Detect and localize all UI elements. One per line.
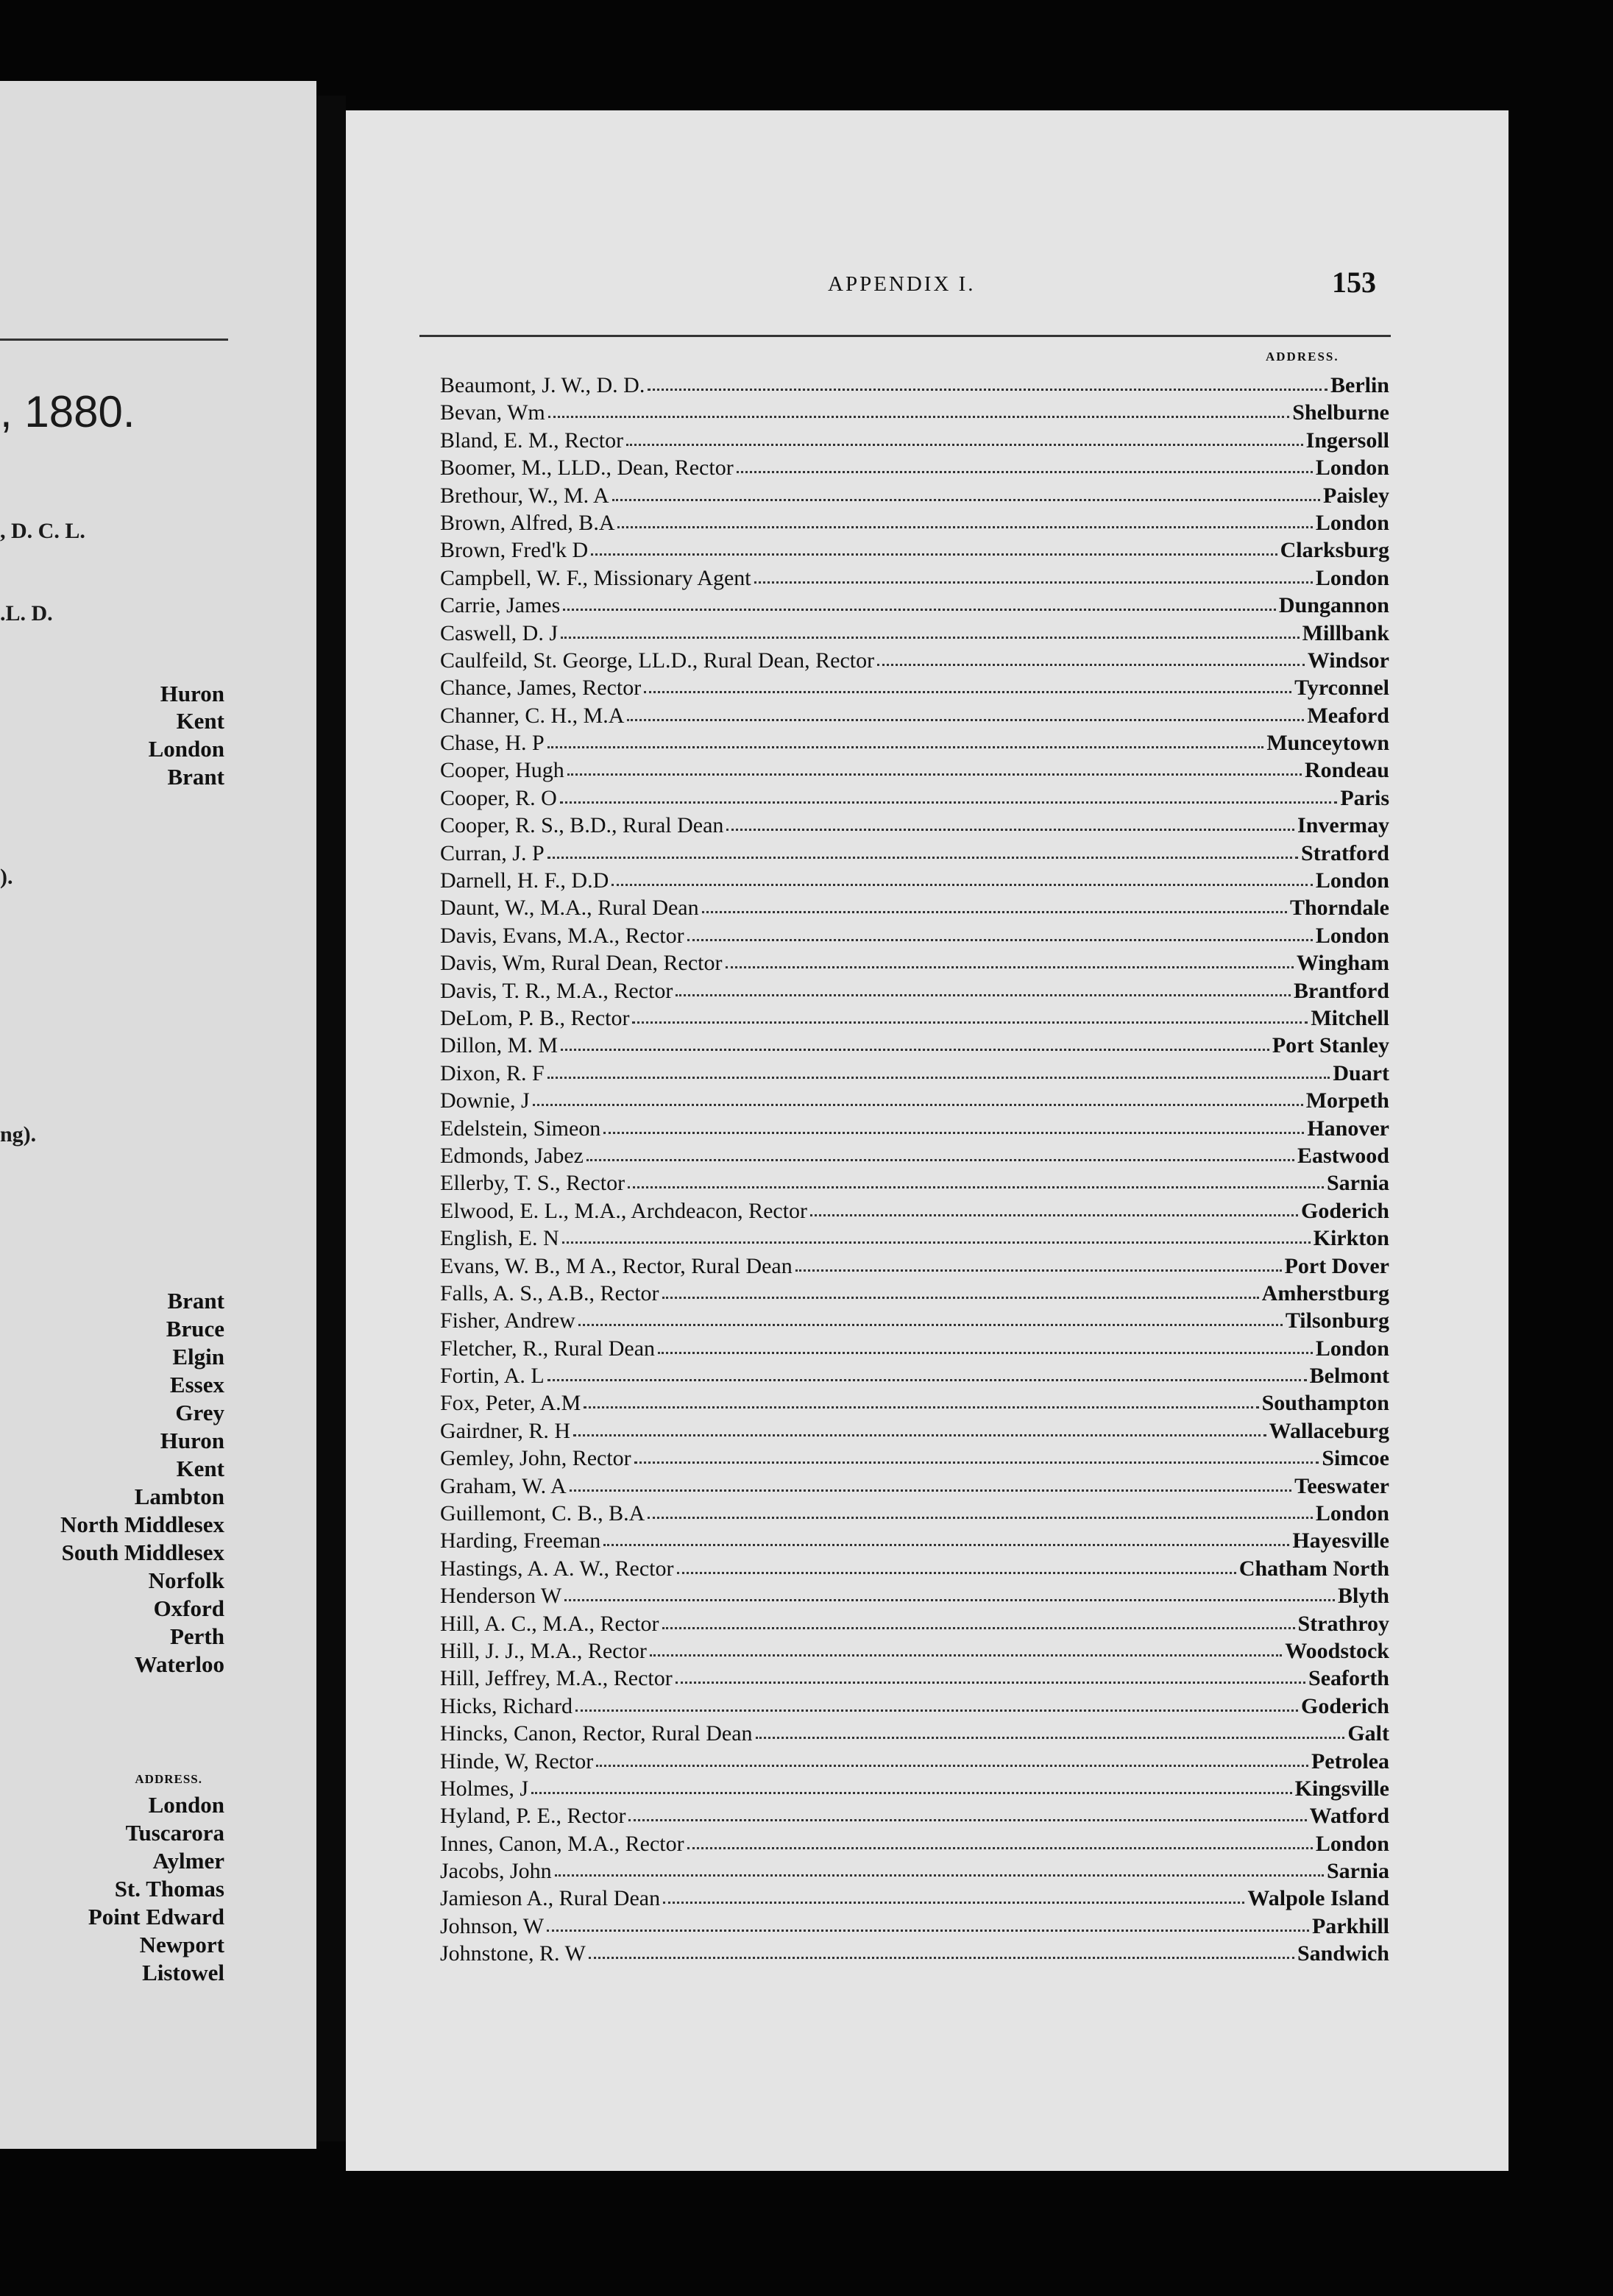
list-item bbox=[440, 1280, 1389, 1307]
entry-name: Brown, Alfred, B.A bbox=[440, 510, 615, 535]
entry-address: Teeswater bbox=[1294, 1473, 1389, 1498]
list-item bbox=[440, 949, 1389, 977]
list-item bbox=[440, 1252, 1389, 1280]
dot-leader bbox=[547, 1378, 1307, 1381]
left-list-a-item: Kent bbox=[176, 708, 224, 734]
dot-leader bbox=[632, 1021, 1308, 1024]
entry-name: Caulfeild, St. George, LL.D., Rural Dean, Rector bbox=[440, 648, 875, 673]
list-item bbox=[440, 1115, 1389, 1142]
dot-leader bbox=[737, 470, 1313, 473]
entry-name: Bland, E. M., Rector bbox=[440, 428, 624, 453]
entry-address: Seaforth bbox=[1308, 1666, 1389, 1691]
list-item bbox=[440, 482, 1389, 509]
list-item bbox=[440, 674, 1389, 701]
dot-leader bbox=[676, 1681, 1305, 1684]
list-item bbox=[440, 1473, 1389, 1500]
list-item bbox=[440, 536, 1389, 564]
entry-address: Belmont bbox=[1309, 1364, 1389, 1389]
entry-name: Brown, Fred'k D bbox=[440, 538, 589, 563]
dot-leader bbox=[662, 1296, 1259, 1299]
list-item bbox=[440, 757, 1389, 784]
left-list-b-item: Perth bbox=[169, 1623, 224, 1649]
list-item bbox=[440, 729, 1389, 757]
left-list-b-item: Lambton bbox=[134, 1484, 224, 1509]
entry-name: Harding, Freeman bbox=[440, 1528, 601, 1553]
list-item bbox=[440, 1389, 1389, 1417]
entry-name: Hill, Jeffrey, M.A., Rector bbox=[440, 1666, 673, 1691]
entry-address: Simcoe bbox=[1322, 1446, 1389, 1471]
left-mid-fragment-2: ng). bbox=[0, 1122, 37, 1147]
entry-address: London bbox=[1315, 1336, 1389, 1361]
dot-leader bbox=[795, 1269, 1282, 1272]
entry-name: Boomer, M., LLD., Dean, Rector bbox=[440, 456, 734, 481]
entry-address: Sarnia bbox=[1326, 1859, 1389, 1884]
dot-leader bbox=[561, 1048, 1269, 1051]
list-item bbox=[440, 1197, 1389, 1225]
entry-address: Hayesville bbox=[1292, 1528, 1389, 1553]
list-item bbox=[440, 1693, 1389, 1720]
list-item bbox=[440, 1060, 1389, 1087]
entry-address: Dungannon bbox=[1278, 593, 1389, 618]
entry-address: Munceytown bbox=[1266, 731, 1389, 756]
entry-address: Rondeau bbox=[1304, 758, 1389, 783]
left-address-heading: ADDRESS. bbox=[135, 1772, 202, 1786]
dot-leader bbox=[634, 1461, 1319, 1464]
entry-address: Berlin bbox=[1330, 373, 1389, 397]
entry-address: London bbox=[1315, 868, 1389, 893]
dot-leader bbox=[644, 690, 1291, 693]
entry-address: Sarnia bbox=[1326, 1171, 1389, 1196]
entry-address: Wingham bbox=[1296, 951, 1389, 976]
dot-leader bbox=[531, 1791, 1292, 1794]
entry-name: Darnell, H. F., D.D bbox=[440, 868, 609, 893]
left-list-c-item: Point Edward bbox=[88, 1904, 224, 1930]
address-column-heading: ADDRESS. bbox=[1266, 350, 1339, 364]
list-item bbox=[440, 1748, 1389, 1775]
right-page bbox=[346, 110, 1509, 2171]
list-item bbox=[440, 1857, 1389, 1885]
entry-name: Johnson, W bbox=[440, 1913, 545, 1938]
list-item bbox=[440, 1885, 1389, 1912]
left-list-c-item: Aylmer bbox=[152, 1848, 224, 1874]
entry-name: Innes, Canon, M.A., Rector bbox=[440, 1831, 684, 1856]
left-page bbox=[0, 81, 316, 2149]
dot-leader bbox=[548, 415, 1290, 418]
list-item bbox=[440, 922, 1389, 949]
dot-leader bbox=[726, 828, 1294, 831]
left-list-b-item: Norfolk bbox=[148, 1567, 224, 1593]
entry-address: Thorndale bbox=[1289, 896, 1389, 921]
entry-address: Invermay bbox=[1297, 813, 1389, 838]
entry-name: Chase, H. P bbox=[440, 731, 545, 756]
entry-address: Mitchell bbox=[1311, 1005, 1389, 1030]
page-number: 153 bbox=[1332, 266, 1376, 299]
list-item bbox=[440, 647, 1389, 674]
entry-name: Campbell, W. F., Missionary Agent bbox=[440, 565, 751, 590]
entry-address: Hanover bbox=[1307, 1116, 1389, 1141]
entry-name: Davis, T. R., M.A., Rector bbox=[440, 978, 673, 1003]
dot-leader bbox=[754, 581, 1313, 584]
book-gutter bbox=[316, 96, 346, 2141]
entry-name: Caswell, D. J bbox=[440, 620, 558, 645]
entry-address: Brantford bbox=[1294, 978, 1389, 1003]
list-item bbox=[440, 592, 1389, 619]
list-item bbox=[440, 1362, 1389, 1389]
entry-name: Hill, A. C., M.A., Rector bbox=[440, 1611, 659, 1636]
list-item bbox=[440, 702, 1389, 729]
dot-leader bbox=[575, 1709, 1298, 1712]
left-list-b-item: Oxford bbox=[153, 1595, 224, 1621]
dot-leader bbox=[627, 718, 1304, 721]
entry-name: Gemley, John, Rector bbox=[440, 1446, 631, 1471]
dot-leader bbox=[603, 1543, 1289, 1546]
entry-name: Guillemont, C. B., B.A bbox=[440, 1501, 645, 1526]
entry-name: Hinde, W, Rector bbox=[440, 1748, 594, 1774]
entry-name: Davis, Evans, M.A., Rector bbox=[440, 923, 684, 948]
running-title: APPENDIX I. bbox=[828, 272, 976, 296]
dot-leader bbox=[533, 1103, 1303, 1106]
dot-leader bbox=[687, 938, 1313, 941]
list-item bbox=[440, 1142, 1389, 1169]
dot-leader bbox=[810, 1213, 1298, 1216]
dot-leader bbox=[612, 498, 1320, 501]
dot-leader bbox=[563, 608, 1276, 611]
list-item bbox=[440, 1445, 1389, 1472]
dot-leader bbox=[547, 1076, 1330, 1079]
entry-address: Duart bbox=[1333, 1060, 1389, 1085]
left-list-c-item: Tuscarora bbox=[125, 1820, 224, 1846]
list-item bbox=[440, 372, 1389, 399]
list-item bbox=[440, 1527, 1389, 1554]
entry-address: Eastwood bbox=[1297, 1143, 1389, 1168]
dot-leader bbox=[676, 993, 1291, 996]
left-year-fragment: , 1880. bbox=[0, 387, 135, 436]
list-item bbox=[440, 812, 1389, 839]
list-item bbox=[440, 509, 1389, 536]
entry-address: Kirkton bbox=[1313, 1226, 1389, 1251]
entry-name: Jamieson A., Rural Dean bbox=[440, 1886, 661, 1911]
entry-address: Goderich bbox=[1301, 1693, 1389, 1718]
left-mid-fragment-1: ). bbox=[0, 865, 13, 889]
entry-name: Cooper, R. O bbox=[440, 785, 557, 810]
entry-name: Hincks, Canon, Rector, Rural Dean bbox=[440, 1721, 753, 1746]
entry-name: Gairdner, R. H bbox=[440, 1418, 571, 1443]
entry-name: Falls, A. S., A.B., Rector bbox=[440, 1280, 659, 1305]
dot-leader bbox=[663, 1901, 1244, 1904]
entry-name: Elwood, E. L., M.A., Archdeacon, Rector bbox=[440, 1198, 808, 1223]
dot-leader bbox=[658, 1351, 1313, 1354]
left-list-b-item: Brant bbox=[167, 1288, 224, 1314]
list-item bbox=[440, 1830, 1389, 1857]
dot-leader bbox=[561, 636, 1300, 639]
list-item bbox=[440, 620, 1389, 647]
entry-address: Port Stanley bbox=[1272, 1033, 1389, 1058]
entry-address: Parkhill bbox=[1311, 1913, 1389, 1938]
entry-address: Ingersoll bbox=[1305, 428, 1389, 453]
list-item bbox=[440, 1802, 1389, 1829]
left-list-b-item: Bruce bbox=[166, 1316, 224, 1342]
list-item bbox=[440, 1637, 1389, 1665]
list-item bbox=[440, 1500, 1389, 1527]
entry-address: Tilsonburg bbox=[1285, 1308, 1389, 1333]
list-item bbox=[440, 1610, 1389, 1637]
entry-name: Edelstein, Simeon bbox=[440, 1116, 601, 1141]
entry-address: London bbox=[1315, 456, 1389, 481]
list-item bbox=[440, 1775, 1389, 1802]
list-item bbox=[440, 564, 1389, 592]
entry-address: Millbank bbox=[1302, 620, 1389, 645]
dot-leader bbox=[547, 745, 1264, 748]
left-top-rule bbox=[0, 339, 228, 341]
entry-address: Meaford bbox=[1307, 703, 1389, 728]
entry-name: Jacobs, John bbox=[440, 1859, 552, 1884]
entry-name: Dixon, R. F bbox=[440, 1060, 545, 1085]
dot-leader bbox=[564, 1598, 1335, 1601]
dot-leader bbox=[702, 910, 1287, 913]
dot-leader bbox=[584, 1406, 1258, 1409]
dot-leader bbox=[603, 1131, 1304, 1134]
left-list-b-item: Grey bbox=[175, 1400, 224, 1425]
list-item bbox=[440, 894, 1389, 921]
entry-address: Tyrconnel bbox=[1294, 676, 1389, 701]
left-list-b-item: Elgin bbox=[172, 1344, 224, 1370]
list-item bbox=[440, 1032, 1389, 1059]
entry-address: Paris bbox=[1340, 785, 1389, 810]
entry-name: Cooper, Hugh bbox=[440, 758, 564, 783]
left-list-a-item: Huron bbox=[160, 681, 224, 706]
entry-name: Fletcher, R., Rural Dean bbox=[440, 1336, 656, 1361]
dot-leader bbox=[650, 1654, 1282, 1657]
entry-name: Carrie, James bbox=[440, 593, 561, 618]
list-item bbox=[440, 1169, 1389, 1197]
left-list-a-item: London bbox=[148, 736, 224, 762]
dot-leader bbox=[578, 1323, 1283, 1326]
entry-address: London bbox=[1315, 510, 1389, 535]
entry-address: Sandwich bbox=[1297, 1941, 1389, 1966]
entry-address: Morpeth bbox=[1305, 1088, 1389, 1113]
entry-address: Stratford bbox=[1301, 840, 1389, 865]
list-item bbox=[440, 784, 1389, 812]
left-list-b-item: North Middlesex bbox=[60, 1512, 224, 1537]
dot-leader bbox=[687, 1846, 1313, 1849]
dot-leader bbox=[648, 388, 1327, 391]
entry-name: Downie, J bbox=[440, 1088, 530, 1113]
entry-address: Chatham North bbox=[1238, 1556, 1389, 1581]
list-item bbox=[440, 1720, 1389, 1747]
entry-name: Graham, W. A bbox=[440, 1473, 567, 1498]
dot-leader bbox=[756, 1736, 1345, 1739]
entry-address: Watford bbox=[1309, 1804, 1389, 1829]
list-item bbox=[440, 1307, 1389, 1334]
entry-address: Strathroy bbox=[1297, 1611, 1389, 1636]
entry-address: Paisley bbox=[1323, 483, 1389, 508]
clergy-list bbox=[440, 372, 1389, 1968]
dot-leader bbox=[677, 1571, 1236, 1574]
entry-name: Chance, James, Rector bbox=[440, 676, 642, 701]
entry-address: Shelburne bbox=[1292, 400, 1389, 425]
dot-leader bbox=[570, 1489, 1291, 1492]
entry-address: Goderich bbox=[1301, 1198, 1389, 1223]
entry-address: Port Dover bbox=[1284, 1253, 1389, 1278]
entry-name: Brethour, W., M. A bbox=[440, 483, 609, 508]
left-list-c-item: London bbox=[148, 1792, 224, 1818]
entry-name: Johnstone, R. W bbox=[440, 1941, 586, 1966]
list-item bbox=[440, 1582, 1389, 1609]
entry-name: Fox, Peter, A.M bbox=[440, 1391, 581, 1416]
left-list-b-item: South Middlesex bbox=[61, 1539, 224, 1565]
dot-leader bbox=[628, 1186, 1324, 1188]
list-item bbox=[440, 454, 1389, 481]
entry-name: Hyland, P. E., Rector bbox=[440, 1804, 626, 1829]
left-list-c-item: Listowel bbox=[142, 1960, 224, 1985]
entry-address: London bbox=[1315, 565, 1389, 590]
entry-name: English, E. N bbox=[440, 1226, 559, 1251]
list-item bbox=[440, 1335, 1389, 1362]
entry-name: Cooper, R. S., B.D., Rural Dean bbox=[440, 813, 724, 838]
header-rule bbox=[419, 335, 1391, 337]
list-item bbox=[440, 840, 1389, 867]
entry-address: Windsor bbox=[1307, 648, 1389, 673]
entry-name: Fortin, A. L bbox=[440, 1364, 545, 1389]
entry-address: Clarksburg bbox=[1280, 538, 1389, 563]
list-item bbox=[440, 867, 1389, 894]
list-item bbox=[440, 1005, 1389, 1032]
dot-leader bbox=[567, 773, 1302, 776]
dot-leader bbox=[573, 1434, 1266, 1436]
entry-name: Dillon, M. M bbox=[440, 1033, 559, 1058]
entry-name: Holmes, J bbox=[440, 1776, 528, 1801]
left-list-c-item: St. Thomas bbox=[114, 1876, 224, 1902]
dot-leader bbox=[547, 856, 1298, 859]
entry-address: Kingsville bbox=[1294, 1776, 1389, 1801]
dot-leader bbox=[662, 1626, 1295, 1629]
list-item bbox=[440, 1417, 1389, 1445]
entry-name: Fisher, Andrew bbox=[440, 1308, 575, 1333]
entry-name: Hill, J. J., M.A., Rector bbox=[440, 1638, 647, 1663]
entry-address: London bbox=[1315, 1831, 1389, 1856]
entry-name: DeLom, P. B., Rector bbox=[440, 1005, 630, 1030]
entry-name: Davis, Wm, Rural Dean, Rector bbox=[440, 951, 723, 976]
entry-address: London bbox=[1315, 1501, 1389, 1526]
dot-leader bbox=[591, 553, 1277, 556]
entry-name: Curran, J. P bbox=[440, 840, 545, 865]
list-item bbox=[440, 1913, 1389, 1940]
entry-name: Channer, C. H., M.A bbox=[440, 703, 625, 728]
left-list-b-item: Waterloo bbox=[134, 1651, 224, 1677]
dot-leader bbox=[547, 1929, 1309, 1932]
dot-leader bbox=[877, 663, 1305, 666]
entry-address: Galt bbox=[1347, 1721, 1389, 1746]
list-item bbox=[440, 1225, 1389, 1252]
dot-leader bbox=[611, 883, 1313, 886]
dot-leader bbox=[589, 1956, 1294, 1959]
left-list-b-item: Essex bbox=[169, 1372, 224, 1397]
entry-name: Hicks, Richard bbox=[440, 1693, 572, 1718]
entry-address: Walpole Island bbox=[1247, 1886, 1389, 1911]
left-list-a-item: Brant bbox=[167, 764, 224, 790]
entry-name: Ellerby, T. S., Rector bbox=[440, 1171, 625, 1196]
left-list-b-item: Huron bbox=[160, 1428, 224, 1453]
entry-address: Woodstock bbox=[1285, 1638, 1389, 1663]
list-item bbox=[440, 427, 1389, 454]
entry-address: London bbox=[1315, 923, 1389, 948]
entry-address: Blyth bbox=[1337, 1584, 1389, 1609]
list-item bbox=[440, 1555, 1389, 1582]
dot-leader bbox=[596, 1764, 1308, 1767]
entry-name: Edmonds, Jabez bbox=[440, 1143, 584, 1168]
dot-leader bbox=[560, 801, 1338, 804]
entry-name: Beaumont, J. W., D. D. bbox=[440, 373, 645, 397]
entry-address: Wallaceburg bbox=[1269, 1418, 1389, 1443]
list-item bbox=[440, 977, 1389, 1005]
dot-leader bbox=[648, 1516, 1313, 1519]
entry-name: Daunt, W., M.A., Rural Dean bbox=[440, 896, 699, 921]
list-item bbox=[440, 399, 1389, 426]
dot-leader bbox=[555, 1874, 1324, 1877]
dot-leader bbox=[617, 525, 1312, 528]
left-line-fragment-1: , D. C. L. bbox=[0, 519, 85, 543]
entry-name: Evans, W. B., M A., Rector, Rural Dean bbox=[440, 1253, 793, 1278]
dot-leader bbox=[586, 1158, 1294, 1161]
entry-name: Henderson W bbox=[440, 1584, 562, 1609]
list-item bbox=[440, 1940, 1389, 1967]
left-list-b-item: Kent bbox=[176, 1456, 224, 1481]
entry-address: Southampton bbox=[1261, 1391, 1389, 1416]
entry-name: Hastings, A. A. W., Rector bbox=[440, 1556, 674, 1581]
entry-name: Bevan, Wm bbox=[440, 400, 545, 425]
page-header bbox=[346, 265, 1509, 309]
entry-address: Petrolea bbox=[1311, 1748, 1389, 1774]
dot-leader bbox=[626, 443, 1303, 446]
dot-leader bbox=[628, 1818, 1306, 1821]
dot-leader bbox=[562, 1241, 1311, 1244]
left-line-fragment-2: .L. D. bbox=[0, 601, 53, 626]
list-item bbox=[440, 1087, 1389, 1114]
left-list-c-item: Newport bbox=[139, 1932, 224, 1957]
entry-address: Amherstburg bbox=[1261, 1280, 1389, 1305]
list-item bbox=[440, 1665, 1389, 1692]
dot-leader bbox=[726, 965, 1294, 968]
